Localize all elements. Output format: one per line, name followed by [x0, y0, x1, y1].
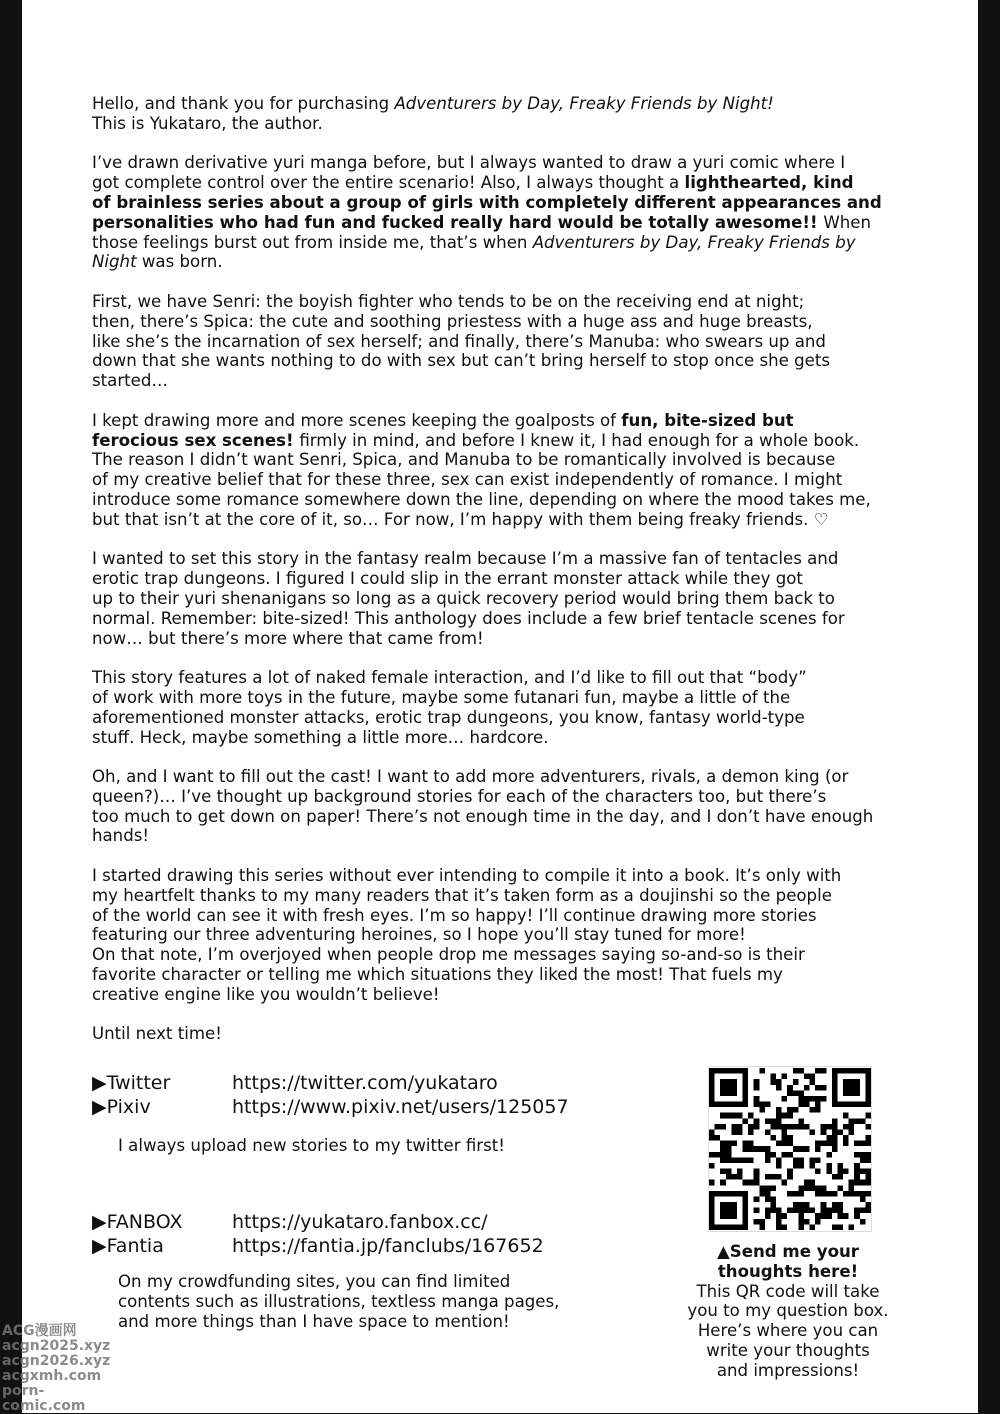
- social-link-label: ▶Pixiv: [92, 1096, 151, 1118]
- qr-caption-line: This QR code will take: [696, 1281, 880, 1301]
- crowdfunding-link-row: [92, 1210, 544, 1234]
- document-page: [22, 0, 978, 1413]
- text-line: Oh, and I want to fill out the cast! I want to add more adventurers, rivals, a demon king (or: [92, 767, 849, 787]
- text-line: I wanted to set this story in the fantasy realm because I’m a massive fan of tentacles and: [92, 549, 839, 569]
- paragraph: [92, 767, 942, 846]
- text-line: now… but there’s more where that came from!: [92, 628, 484, 648]
- crowdfunding-note: [118, 1272, 559, 1331]
- qr-caption-heading: thoughts here!: [717, 1261, 859, 1281]
- text-line: First, we have Senri: the boyish fighter who tends to be on the receiving end at night;: [92, 291, 805, 311]
- text-line: creative engine like you wouldn’t believe!: [92, 984, 440, 1004]
- crowdfunding-note-line: contents such as illustrations, textless manga pages,: [118, 1291, 560, 1311]
- watermark: [2, 1324, 127, 1414]
- qr-caption: [670, 1242, 906, 1381]
- qr-caption-line: write your thoughts: [706, 1340, 870, 1360]
- text-line: Until next time!: [92, 1024, 222, 1044]
- paragraph: [92, 668, 942, 747]
- text-line: like she’s the incarnation of sex herself; and finally, there’s Manuba: who swears up and: [92, 331, 826, 351]
- text-line: This is Yukataro, the author.: [92, 113, 323, 133]
- text-line: of the world can see it with fresh eyes. I’m so happy! I’ll continue drawing more stories: [92, 905, 817, 925]
- text-line: of brainless series about a group of girls with completely different appearances and: [92, 192, 882, 212]
- watermark-line: ACG漫画网: [2, 1323, 77, 1339]
- social-link-url[interactable]: https://www.pixiv.net/users/125057: [232, 1096, 569, 1118]
- text-line: got complete control over the entire scenario! Also, I always thought a lighthearted, kind: [92, 173, 854, 193]
- paragraph: [92, 153, 942, 272]
- text-line: I’ve drawn derivative yuri manga before, but I always wanted to draw a yuri comic where I: [92, 153, 846, 173]
- text-line: those feelings burst out from inside me, that’s when Adventurers by Day, Freaky Friends by: [92, 232, 856, 252]
- paragraph: [92, 411, 942, 530]
- text-line: stuff. Heck, maybe something a little more… hardcore.: [92, 727, 549, 747]
- watermark-line: porn-comic.com: [2, 1383, 86, 1414]
- paragraph: [92, 866, 942, 1005]
- watermark-line: acgn2025.xyz: [2, 1338, 111, 1354]
- text-line: up to their yuri shenanigans so long as a quick recovery period would bring them back to: [92, 588, 835, 608]
- text-line: ferocious sex scenes! firmly in mind, and before I knew it, I had enough for a whole book.: [92, 430, 860, 450]
- text-line: favorite character or telling me which situations they liked the most! That fuels my: [92, 965, 783, 985]
- text-line: of work with more toys in the future, maybe some futanari fun, maybe a little of the: [92, 687, 791, 707]
- afterword-text: [92, 94, 942, 1064]
- text-line: of my creative belief that for these three, sex can exist independently of romance. I might: [92, 470, 843, 490]
- paragraph: [92, 549, 942, 648]
- qr-code-icon: [709, 1067, 871, 1231]
- text-line: but that isn’t at the core of it, so… For now, I’m happy with them being freaky friends. ♡: [92, 509, 829, 529]
- text-line: normal. Remember: bite-sized! This anthology does include a few brief tentacle scenes for: [92, 608, 845, 628]
- text-line: hands!: [92, 826, 150, 846]
- text-line: then, there’s Spica: the cute and soothing priestess with a huge ass and huge breasts,: [92, 311, 813, 331]
- crowdfunding-note-line: and more things than I have space to mention!: [118, 1311, 510, 1331]
- text-line: aforementioned monster attacks, erotic trap dungeons, you know, fantasy world-type: [92, 707, 805, 727]
- crowdfunding-link-url[interactable]: https://fantia.jp/fanclubs/167652: [232, 1235, 544, 1257]
- crowdfunding-link-label: ▶Fantia: [92, 1235, 164, 1257]
- text-line: featuring our three adventuring heroines, so I hope you’ll stay tuned for more!: [92, 925, 746, 945]
- paragraph: [92, 292, 942, 391]
- paragraph: [92, 94, 942, 134]
- social-link-row: [92, 1071, 569, 1095]
- crowdfunding-link-label: ▶FANBOX: [92, 1211, 183, 1233]
- text-line: queen?)… I’ve thought up background stories for each of the characters too, but there’s: [92, 786, 827, 806]
- text-line: On that note, I’m overjoyed when people drop me messages saying so-and-so is their: [92, 945, 805, 965]
- text-line: down that she wants nothing to do with sex but can’t bring herself to stop once she gets: [92, 351, 830, 371]
- crowdfunding-link-row: [92, 1234, 544, 1258]
- social-links: [92, 1071, 569, 1119]
- text-line: Night was born.: [92, 252, 223, 272]
- crowdfunding-note-line: On my crowdfunding sites, you can find limited: [118, 1272, 511, 1291]
- qr-code[interactable]: [708, 1066, 872, 1232]
- social-link-row: [92, 1095, 569, 1119]
- watermark-line: acgn2026.xyz: [2, 1353, 111, 1369]
- text-line: too much to get down on paper! There’s not enough time in the day, and I don’t have enough: [92, 806, 874, 826]
- paragraph: [92, 1024, 942, 1044]
- text-line: personalities who had fun and fucked really hard would be totally awesome!! When: [92, 212, 872, 232]
- text-line: introduce some romance somewhere down the line, depending on where the mood takes me,: [92, 489, 871, 509]
- text-line: I kept drawing more and more scenes keeping the goalposts of fun, bite-sized but: [92, 410, 794, 430]
- crowdfunding-link-url[interactable]: https://yukataro.fanbox.cc/: [232, 1211, 488, 1233]
- crowdfunding-links: [92, 1210, 544, 1258]
- text-line: This story features a lot of naked female interaction, and I’d like to fill out that “body”: [92, 668, 807, 688]
- text-line: my heartfelt thanks to my many readers that it’s taken form as a doujinshi so the people: [92, 885, 832, 905]
- text-line: erotic trap dungeons. I figured I could slip in the errant monster attack while they got: [92, 569, 803, 589]
- social-link-url[interactable]: https://twitter.com/yukataro: [232, 1072, 498, 1094]
- text-line: The reason I didn’t want Senri, Spica, and Manuba to be romantically involved is because: [92, 450, 836, 470]
- qr-caption-line: you to my question box.: [687, 1301, 889, 1321]
- text-line: started…: [92, 371, 168, 391]
- social-link-label: ▶Twitter: [92, 1072, 171, 1094]
- qr-caption-line: and impressions!: [716, 1360, 860, 1380]
- text-line: Hello, and thank you for purchasing Adventurers by Day, Freaky Friends by Night!: [92, 94, 774, 113]
- social-note: I always upload new stories to my twitter first!: [118, 1136, 505, 1155]
- qr-caption-line: Here’s where you can: [697, 1321, 879, 1341]
- watermark-line: acgxmh.com: [2, 1368, 102, 1384]
- qr-caption-heading: ▲Send me your: [717, 1242, 859, 1261]
- text-line: I started drawing this series without ever intending to compile it into a book. It’s only with: [92, 866, 842, 886]
